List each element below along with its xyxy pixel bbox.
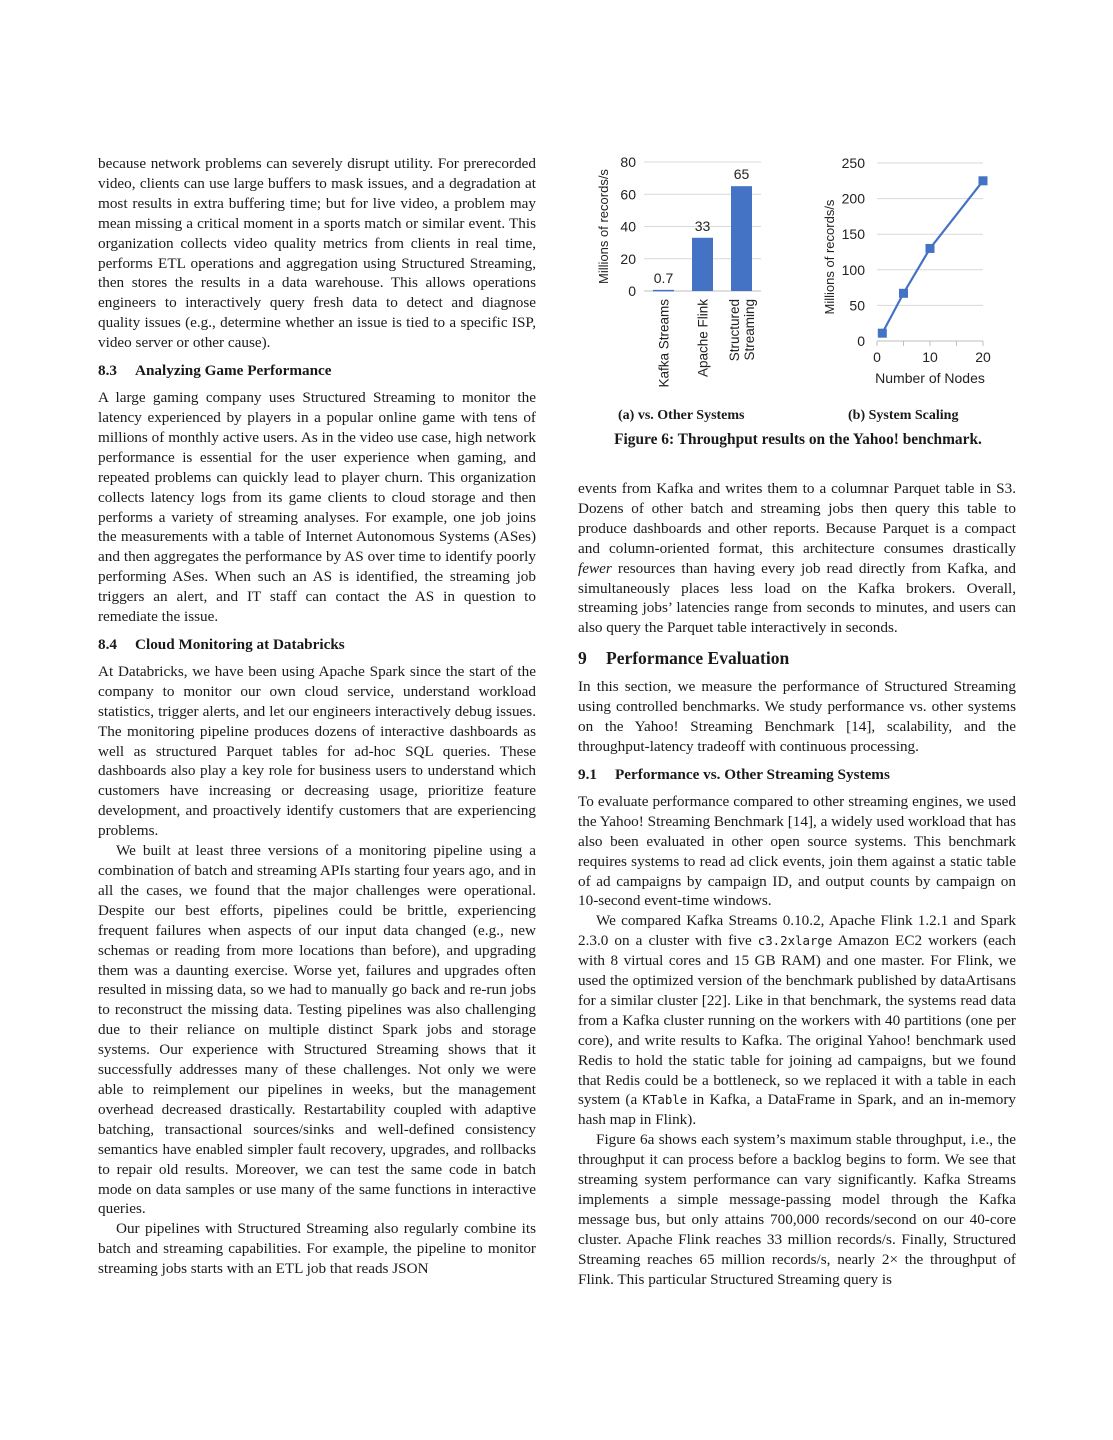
code-instance-type: c3.2xlarge: [757, 933, 833, 949]
y-tick-label: 250: [841, 155, 865, 171]
x-tick-label: 0: [873, 349, 881, 365]
text-run: Amazon EC2 workers (each with 8 virtual cores and 15 GB RAM) and one master. For Flink, we used the optimized version of the benchmark published by dataArtisans for a similar cluster [22]. Like in that benchmark, the systems read data from a Kafka cluster running on the workers with 40 partitions (one per core), and write results to Kafka. The original Yahoo! benchmark used Redis to hold the static table for joining ad campaigns, but we found that Redis could be a bottleneck, so we replaced it with a table in each system (a: [578, 932, 1016, 1109]
paragraph-databricks-monitoring: At Databricks, we have been using Apache Spark since the start of the company to monitor our own cloud service, understand workload statistics, trigger alerts, and let our engineers interactively debug issues. The monitoring pipeline produces dozens of interactive dashboards as well as structured Parquet tables for ad-hoc SQL queries. These dashboards also play a key role for business users to understand which customers have increasing or decreasing usage, prioritize feature development, and proactively identify customers that are experiencing problems.: [98, 662, 536, 840]
data-point-marker: [979, 176, 988, 185]
data-label: 33: [694, 217, 711, 234]
text-run: We compared Kafka Streams 0.10.2, Apache Flink 1.2.1 and Spark 2.3.0 on a cluster with five: [578, 912, 1016, 950]
paragraph-cluster-setup: [578, 911, 1016, 1130]
y-tick-label: 0: [857, 333, 865, 349]
right-column: [578, 479, 1016, 1290]
paragraph-performance-intro: In this section, we measure the performance of Structured Streaming using controlled benchmarks. We study performance vs. other systems on the Yahoo! Streaming Benchmark [14], scalability, and the throughput-latency tradeoff with continuous processing.: [578, 678, 1016, 755]
data-point-marker: [878, 329, 887, 338]
y-tick-label: 50: [849, 297, 865, 314]
text-run: resources than having every job read directly from Kafka, and simultaneously places less load on the Kafka brokers. Overall, streaming jobs’ latencies range from seconds to minutes, and users can also query the Parquet table interactively in seconds.: [578, 559, 1016, 637]
x-tick-label: Streaming: [742, 299, 757, 361]
paragraph-monitoring-versions: We built at least three versions of a monitoring pipeline using a combination of batch and streaming APIs starting four years ago, and in all the cases, we found that the major challenges were operational. Despite our best efforts, pipelines could be brittle, experiencing frequent failures when aspects of our input data changed (e.g., new schemas or reading from more locations than before), and upgrading them was a daunting exercise. Worse yet, failures and upgrades often resulted in missing data, so we had to manually go back and re-run jobs to reconstruct the missing data. Testing pipelines was also challenging due to their reliance on multiple distinct Spark jobs and storage systems. Our experience with Structured Streaming shows that it successfully addresses many of these challenges. Not only we were able to reimplement our pipelines in weeks, but the management overhead decreased drastically. Restartability coupled with adaptive batching, transactional sources/sinks and well-defined consistency semantics have enabled simpler fault recovery, upgrades, and rollbacks to repair old results. Moreover, we can test the same code in batch mode on data samples or use many of the same functions in interactive queries.: [98, 842, 536, 1218]
y-tick-label: 0: [628, 283, 636, 299]
y-tick-label: 80: [620, 154, 636, 170]
x-tick-label: Apache Flink: [695, 299, 711, 378]
section-title: Performance vs. Other Streaming Systems: [615, 765, 890, 783]
chart-b-system-scaling: [822, 155, 991, 386]
figure-caption: Figure 6: Throughput results on the Yahoo! benchmark.: [614, 431, 982, 448]
section-9-heading: [578, 647, 1016, 669]
figure-6: [578, 150, 1018, 455]
x-tick-label: Structured: [727, 299, 742, 362]
paragraph-parquet-continuation: [578, 479, 1016, 638]
y-tick-label: 150: [841, 226, 865, 243]
data-label: 0.7: [653, 269, 674, 286]
section-title: Analyzing Game Performance: [135, 362, 332, 380]
section-8-3-heading: [98, 361, 536, 381]
chart-a-other-systems: [596, 154, 761, 388]
y-tick-label: 20: [620, 250, 636, 267]
paragraph-figure-6a-results: Figure 6a shows each system’s maximum stable throughput, i.e., the throughput it can process before a backlog begins to form. We see that streaming system performance can vary significantly. Kafka Streams implements a simple message-passing model through the Kafka message bus, but only attains 700,000 records/second on our 40-core cluster. Apache Flink reaches 33 million records/s. Finally, Structured Streaming reaches 65 million records/s, nearly 2× the throughput of Flink. This particular Structured Streaming query is: [578, 1131, 1016, 1288]
y-tick-label: 100: [841, 261, 865, 278]
section-title: Cloud Monitoring at Databricks: [135, 635, 345, 653]
y-tick-label: 40: [620, 218, 636, 235]
emphasis-fewer: fewer: [578, 559, 612, 577]
section-8-4-heading: [98, 635, 536, 655]
x-axis-label: Number of Nodes: [875, 370, 985, 386]
data-point-marker: [926, 244, 935, 253]
text-run: events from Kafka and writes them to a columnar Parquet table in S3. Dozens of other batch and streaming jobs then query this table to produce dashboards and other reports. Because Parquet is a compact and column-oriented format, this architecture consumes drastically: [578, 480, 1016, 557]
series-line: [882, 181, 983, 333]
section-number: 9.1: [578, 765, 597, 783]
left-column: [98, 154, 536, 1279]
y-axis-label: Millions of records/s: [822, 199, 837, 315]
text-run: in Kafka, a DataFrame in Spark, and an in-memory hash map in Flink).: [578, 1091, 1016, 1129]
code-ktable: KTable: [642, 1092, 688, 1108]
section-9-1-heading: [578, 765, 1016, 785]
x-tick-label: 20: [975, 349, 991, 365]
section-number: 8.4: [98, 635, 117, 653]
figure-6-charts: [578, 150, 1018, 410]
paragraph-yahoo-benchmark: To evaluate performance compared to other streaming engines, we used the Yahoo! Streaming Benchmark [14], a widely used workload that has also been evaluated in other open source systems. This benchmark requires systems to read ad click events, join them against a static table of ad campaigns by campaign ID, and output counts by campaign on 10-second event-time windows.: [578, 792, 1016, 910]
paragraph-video-use-case: because network problems can severely disrupt utility. For prerecorded video, clients can use large buffers to mask issues, and a degradation at most results in extra buffering time; but for live video, a problem may mean missing a critical moment in a sports match or similar event. This organization collects video quality metrics from clients in real time, performs ETL operations and aggregation using Structured Streaming, then stores the results in a data warehouse. This allows operations engineers to interactively query fresh data to detect and diagnose quality issues (e.g., determine whether an issue is tied to a specific ISP, video server or other cause).: [98, 155, 536, 352]
subcaption-a: (a) vs. Other Systems: [618, 408, 745, 423]
data-point-marker: [899, 289, 908, 298]
data-label: 65: [733, 166, 750, 183]
y-tick-label: 60: [620, 186, 636, 203]
paragraph-game-performance: A large gaming company uses Structured Streaming to monitor the latency experienced by players in a popular online game with tens of millions of monthly active users. As in the video use case, high network performance is essential for the user experience when gaming, and repeated problems can quickly lead to player churn. This organization collects latency logs from its game clients to cloud storage and then performs a variety of streaming analyses. For example, one job joins the measurements with a table of Internet Autonomous Systems (ASes) and then aggregates the performance by AS over time to identify poorly performing ASes. When such an AS is identified, the streaming job triggers an alert, and IT staff can contact the AS in question to remediate the issue.: [98, 389, 536, 626]
section-number: 9: [578, 648, 587, 669]
x-tick-label: 10: [922, 349, 938, 365]
subcaption-b: (b) System Scaling: [848, 408, 959, 423]
x-tick-label: Kafka Streams: [656, 299, 672, 388]
paragraph-pipelines-combine: Our pipelines with Structured Streaming also regularly combine its batch and streaming capabilities. For example, the pipeline to monitor streaming jobs starts with an ETL job that reads JSON: [98, 1220, 536, 1278]
bar: [692, 238, 713, 291]
bar: [731, 186, 752, 291]
section-number: 8.3: [98, 362, 117, 380]
bar: [653, 290, 674, 292]
y-tick-label: 200: [841, 190, 865, 207]
y-axis-label: Millions of records/s: [596, 169, 611, 284]
section-title: Performance Evaluation: [606, 648, 790, 669]
